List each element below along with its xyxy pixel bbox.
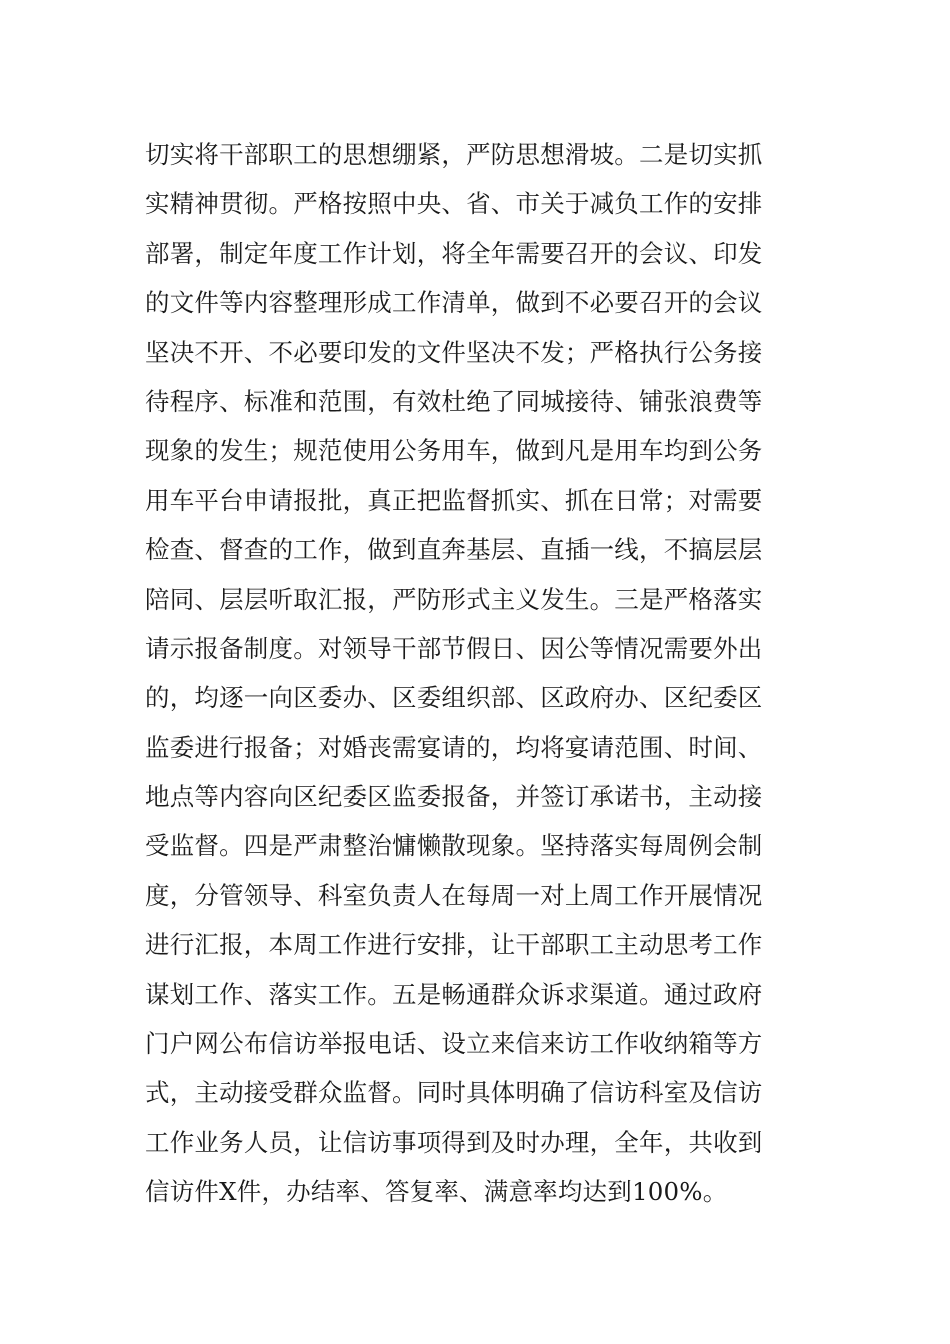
text-line: 部署，制定年度工作计划，将全年需要召开的会议、印发 — [145, 238, 763, 268]
text-line: 实精神贯彻。严格按照中央、省、市关于减负工作的安排 — [145, 189, 763, 219]
text-line: 信访件X件，办结率、答复率、满意率均达到100%。 — [145, 1177, 728, 1207]
text-line: 检查、督查的工作，做到直奔基层、直插一线，不搞层层 — [145, 535, 763, 565]
text-line: 门户网公布信访举报电话、设立来信来访工作收纳箱等方 — [145, 1029, 763, 1059]
text-line: 式，主动接受群众监督。同时具体明确了信访科室及信访 — [145, 1078, 763, 1108]
text-line: 地点等内容向区纪委区监委报备，并签订承诺书，主动接 — [145, 782, 763, 812]
text-line: 现象的发生；规范使用公务用车，做到凡是用车均到公务 — [145, 436, 763, 466]
text-line: 工作业务人员，让信访事项得到及时办理，全年，共收到 — [145, 1127, 763, 1157]
text-line: 待程序、标准和范围，有效杜绝了同城接待、铺张浪费等 — [145, 386, 763, 416]
text-line: 坚决不开、不必要印发的文件坚决不发；严格执行公务接 — [145, 337, 763, 367]
text-line: 切实将干部职工的思想绷紧，严防思想滑坡。二是切实抓 — [145, 140, 763, 169]
text-line: 进行汇报，本周工作进行安排，让干部职工主动思考工作 — [145, 930, 763, 960]
text-line: 陪同、层层听取汇报，严防形式主义发生。三是严格落实 — [145, 584, 763, 614]
text-line: 监委进行报备；对婚丧需宴请的，均将宴请范围、时间、 — [145, 732, 763, 762]
text-line: 用车平台申请报批，真正把监督抓实、抓在日常；对需要 — [145, 485, 763, 515]
text-line: 谋划工作、落实工作。五是畅通群众诉求渠道。通过政府 — [145, 979, 763, 1009]
text-line: 度，分管领导、科室负责人在每周一对上周工作开展情况 — [145, 880, 763, 910]
text-line: 请示报备制度。对领导干部节假日、因公等情况需要外出 — [145, 633, 763, 663]
body-paragraph — [145, 130, 815, 1217]
text-line: 的，均逐一向区委办、区委组织部、区政府办、区纪委区 — [145, 683, 763, 713]
text-line: 受监督。四是严肃整治慵懒散现象。坚持落实每周例会制 — [145, 831, 763, 861]
text-line: 的文件等内容整理形成工作清单，做到不必要召开的会议 — [145, 288, 763, 318]
